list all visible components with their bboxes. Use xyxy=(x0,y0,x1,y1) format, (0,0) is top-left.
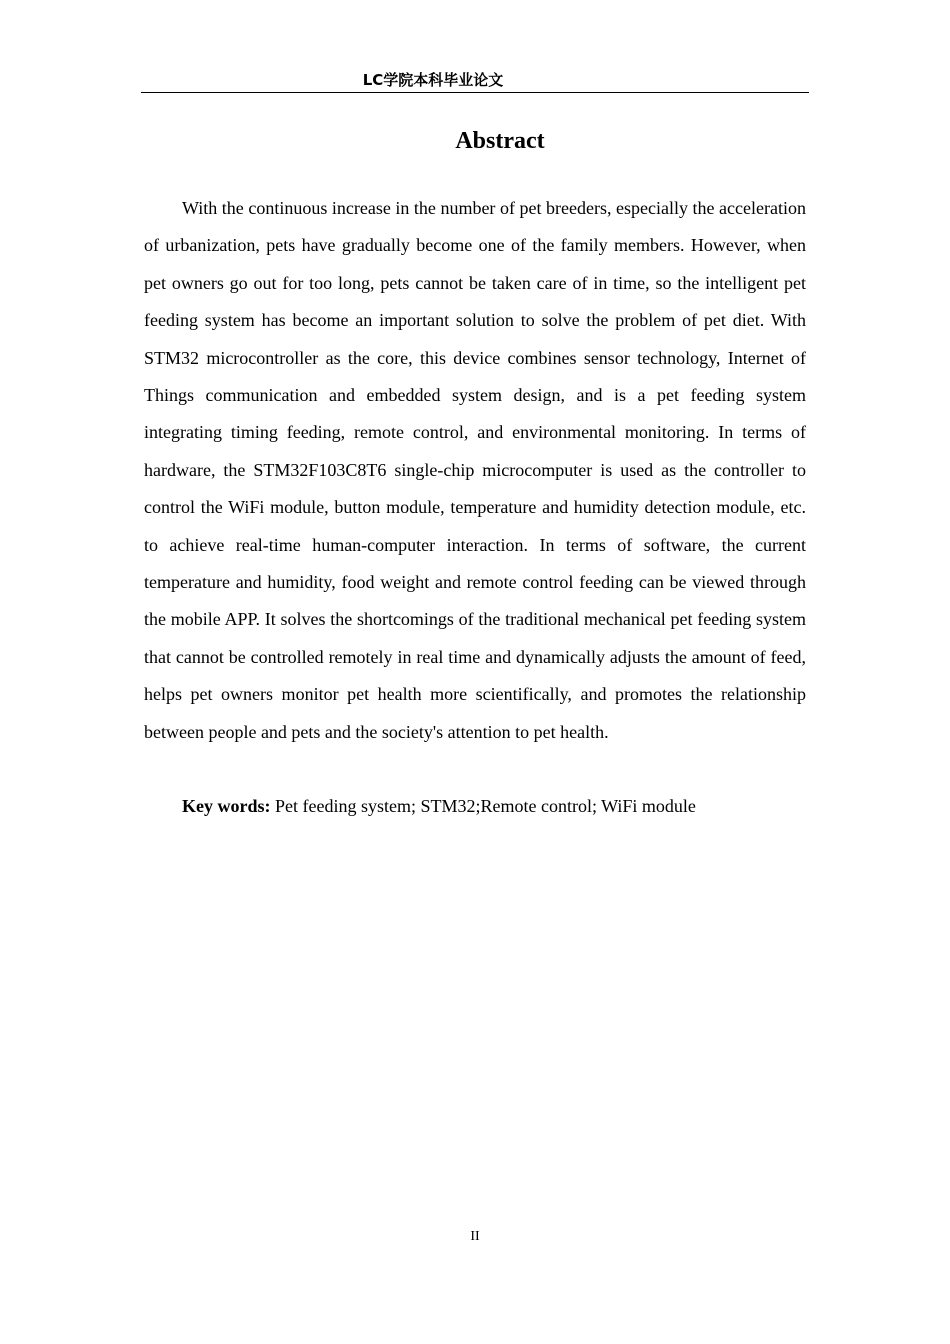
keywords xyxy=(144,788,806,825)
header-title: LC学院本科毕业论文 xyxy=(362,71,504,89)
keywords-text: Pet feeding system; STM32;Remote control; WiFi module xyxy=(270,796,696,816)
page-header xyxy=(141,68,809,93)
abstract-body: With the continuous increase in the number of pet breeders, especially the acceleration of urbanization, pets have gradually become one of the family members. However, when pet owners go out for too long, pets cannot be taken care of in time, so the intelligent pet feeding system has become an important solution to solve the problem of pet diet. With STM32 microcontroller as the core, this device combines sensor technology, Internet of Things communication and embedded system design, and is a pet feeding system integrating timing feeding, remote control, and environmental monitoring. In terms of hardware, the STM32F103C8T6 single-chip microcomputer is used as the controller to control the WiFi module, button module, temperature and humidity detection module, etc. to achieve real-time human-computer interaction. In terms of software, the current temperature and humidity, food weight and remote control feeding can be viewed through the mobile APP. It solves the shortcomings of the traditional mechanical pet feeding system that cannot be controlled remotely in real time and dynamically adjusts the amount of feed, helps pet owners monitor pet health more scientifically, and promotes the relationship between people and pets and the society's attention to pet health. xyxy=(144,198,806,742)
keywords-label: Key words: xyxy=(182,796,271,816)
page-number: II xyxy=(470,1229,480,1244)
abstract-title: Abstract xyxy=(455,128,545,154)
